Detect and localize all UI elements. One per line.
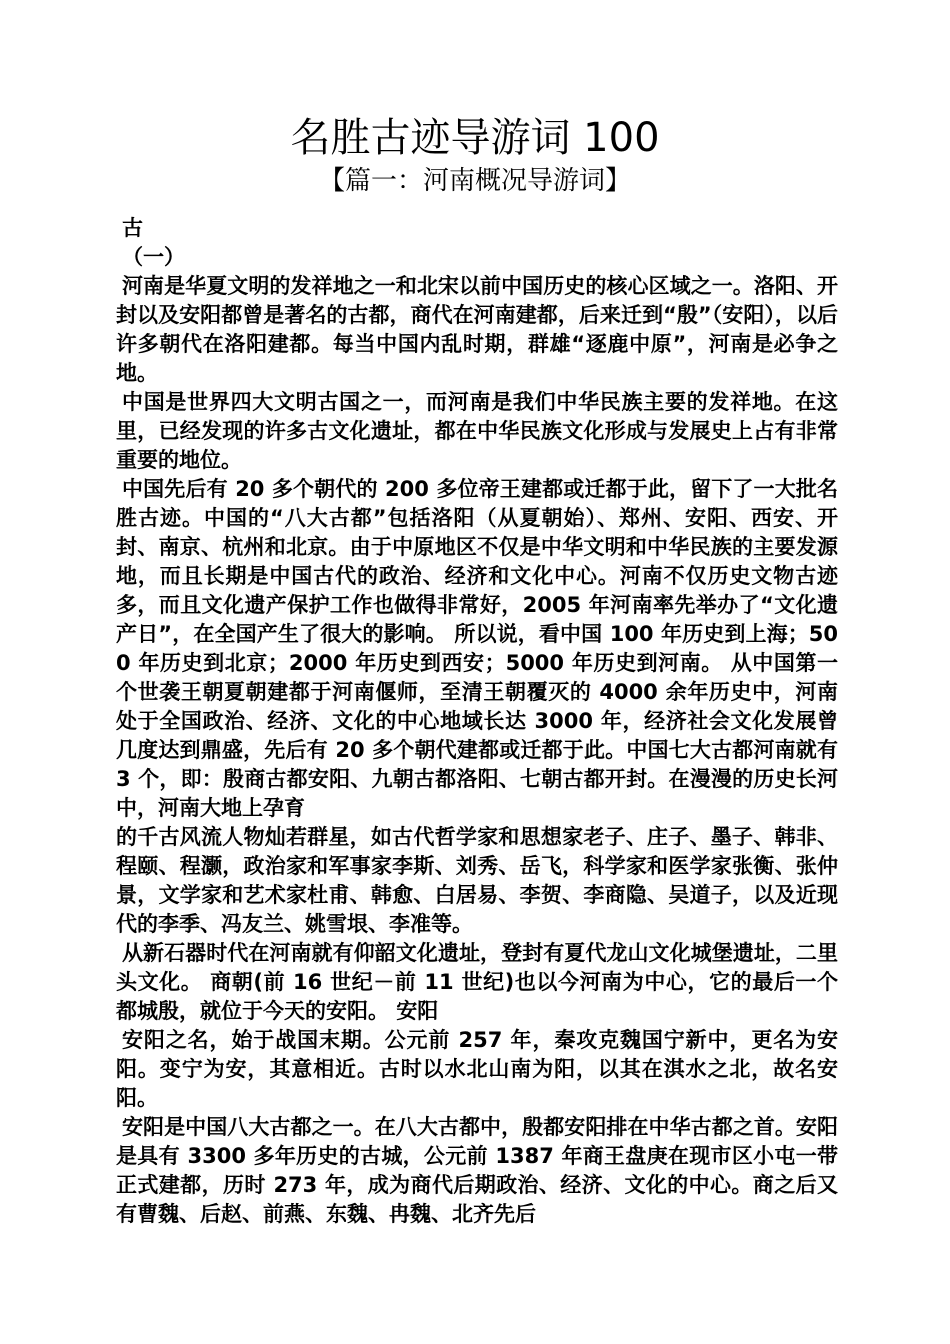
paragraph: 中国先后有 20 多个朝代的 200 多位帝王建都或迁都于此，留下了一大批名胜古迹。中国的“八大古都”包括洛阳（从夏朝始）、郑州、安阳、西安、开封、南京、杭州和北京。由于中原地区不仅是中华文明和中华民族的主要发源地，而且长期是中国古代的政治、经济和文化中心。河南不仅历史文物古迹多，而且文化遗产保护工作也做得非常好，2005 年河南率先举办了“文化遗产日”，在全国产生了很大的影响。 所以说，看中国 100 年历史到上海；500 年历史到北京；2000 年历史到西安；5000 年历史到河南。 从中国第一个世袭王朝夏朝建都于河南偃师，至清王朝覆灭的 4000 余年历史中，河南处于全国政治、经济、文化的中心地域长达 3000 年，经济社会文化发展曾几度达到鼎盛，先后有 20 多个朝代建都或迁都于此。中国七大古都河南就有 3 个，即：殷商古都安阳、九朝古都洛阳、七朝古都开封。在漫漫的历史长河中，河南大地上孕育 xyxy=(116,477,838,820)
document-title: 名胜古迹导游词 100 xyxy=(290,115,660,161)
paragraph: 安阳是中国八大古都之一。在八大古都中，殷都安阳排在中华古都之首。安阳是具有 3300 多年历史的古城，公元前 1387 年商王盘庚在现市区小屯一带正式建都，历时 273 年，成为商代后期政治、经济、文化的中心。商之后又有曹魏、后赵、前燕、东魏、冉魏、北齐先后 xyxy=(116,1115,838,1226)
paragraph: 的千古风流人物灿若群星，如古代哲学家和思想家老子、庄子、墨子、韩非、程颐、程灏，政治家和军事家李斯、刘秀、岳飞，科学家和医学家张衡、张仲景，文学家和艺术家杜甫、韩愈、白居易、李贺、李商隐、吴道子，以及近现代的李季、冯友兰、姚雪垠、李准等。 xyxy=(116,825,838,936)
section-subheading: （一） xyxy=(122,245,185,269)
paragraph: 河南是华夏文明的发祥地之一和北宋以前中国历史的核心区域之一。洛阳、开封以及安阳都曾是著名的古都，商代在河南建都，后来迁到“殷”（安阳），以后许多朝代在洛阳建都。每当中国内乱时期，群雄“逐鹿中原”，河南是必争之地。 xyxy=(116,274,838,385)
paragraph: 从新石器时代在河南就有仰韶文化遗址，登封有夏代龙山文化城堡遗址，二里头文化。 商朝(前 16 世纪－前 11 世纪)也以今河南为中心，它的最后一个都城殷，就位于今天的安阳。 安阳 xyxy=(116,941,838,1023)
paragraph: 安阳之名，始于战国末期。公元前 257 年，秦攻克魏国宁新中，更名为安阳。变宁为安，其意相近。古时以水北山南为阳，以其在淇水之北，故名安阳。 xyxy=(116,1028,838,1110)
document-subtitle: 【篇一：河南概况导游词】 xyxy=(318,166,631,196)
paragraph: 中国是世界四大文明古国之一，而河南是我们中华民族主要的发祥地。在这里，已经发现的许多古文化遗址，都在中华民族文化形成与发展史上占有非常重要的地位。 xyxy=(116,390,838,472)
section-heading: 古 xyxy=(122,216,143,240)
document-body xyxy=(116,214,838,1229)
